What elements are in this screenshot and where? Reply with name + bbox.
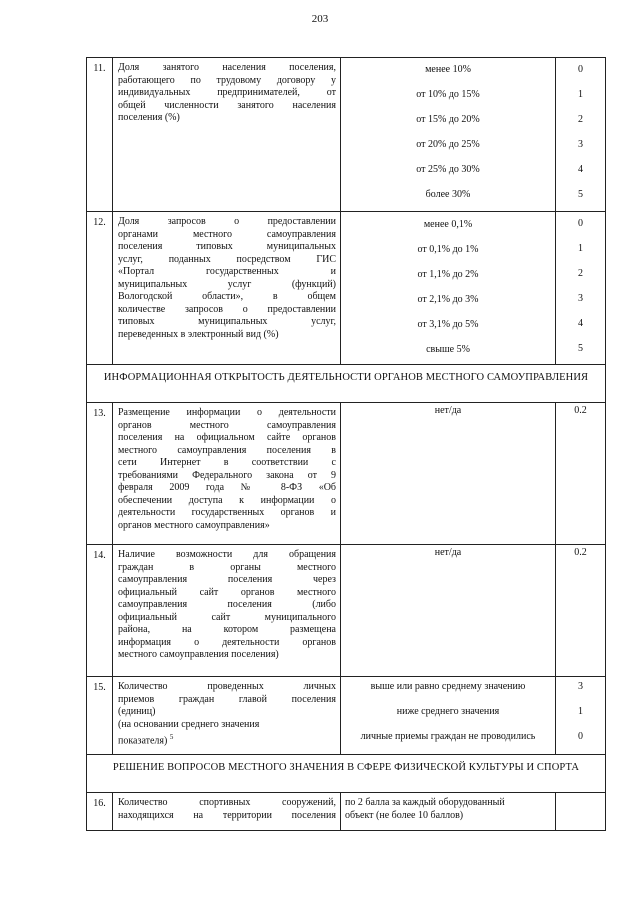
- value-option: ниже среднего значения: [396, 706, 500, 717]
- description-line: (единиц): [118, 706, 156, 717]
- criteria-table: [86, 57, 606, 831]
- value-options: [341, 58, 556, 212]
- score-options: [556, 58, 606, 212]
- description-line: самоуправления поселения (либо: [118, 599, 336, 610]
- score-options: [556, 677, 606, 755]
- value-option: свыше 5%: [426, 344, 470, 355]
- description-line: Количество спортивных сооружений,: [118, 797, 336, 808]
- description-line: Доля запросов о предоставлении: [118, 216, 336, 227]
- description-line: количестве запросов о предоставлении: [118, 303, 336, 315]
- criterion-description: [113, 677, 341, 755]
- description-line: индивидуальных предпринимателей, от: [118, 87, 336, 98]
- description-line: поселения типовых муниципальных: [118, 241, 336, 252]
- section-header-row: [87, 755, 606, 793]
- description-line: Доля занятого населения поселения,: [118, 62, 336, 73]
- criterion-description: [113, 545, 341, 677]
- score-options: [556, 212, 606, 365]
- row-number: 16.: [87, 793, 113, 831]
- description-line: местного самоуправления поселения): [118, 649, 279, 660]
- score-value: 0: [578, 731, 583, 742]
- score-value: 2: [578, 114, 583, 125]
- table-row-13: [87, 403, 606, 545]
- description-line: органов местного самоуправления: [118, 419, 336, 431]
- description-line: (на основании среднего значения: [118, 718, 260, 730]
- description-line: самоуправления поселения через: [118, 574, 336, 585]
- value-line: объект (не более 10 баллов): [345, 809, 464, 821]
- description-line: официальный сайт муниципального: [118, 611, 336, 623]
- score-value: 5: [578, 189, 583, 200]
- value-options: [341, 677, 556, 755]
- description-line: переведенных в электронный вид (%): [118, 328, 279, 340]
- section-title: ИНФОРМАЦИОННАЯ ОТКРЫТОСТЬ ДЕЯТЕЛЬНОСТИ ОРГАНОВ МЕСТНОГО САМОУПРАВЛЕНИЯ: [87, 365, 606, 403]
- description-line: органами местного самоуправления: [118, 228, 336, 240]
- description-line: обеспечении доступа к информации о: [118, 494, 336, 506]
- row-number: 14.: [87, 545, 113, 677]
- description-line: Вологодской области», в общем: [118, 291, 336, 302]
- description-line: Размещение информации о деятельности: [118, 407, 336, 418]
- value-option: от 20% до 25%: [416, 139, 480, 150]
- criterion-description: [113, 58, 341, 212]
- value-option: от 3,1% до 5%: [417, 319, 479, 330]
- criterion-description: [113, 403, 341, 545]
- description-text: показателя): [118, 735, 168, 747]
- description-line: информация о деятельности органов: [118, 636, 336, 648]
- section-header-row: [87, 365, 606, 403]
- value-option: от 2,1% до 3%: [417, 294, 479, 305]
- footnote-marker: 5: [169, 733, 174, 741]
- table-row-16: [87, 793, 606, 831]
- score-value: 2: [578, 268, 583, 279]
- value-option: выше или равно среднему значению: [370, 681, 526, 692]
- description-line: требованиями Федерального закона от 9: [118, 469, 336, 481]
- score-value: 1: [578, 243, 583, 254]
- description-line: района, на котором размещена: [118, 624, 336, 635]
- value-line: по 2 балла за каждый оборудованный: [345, 797, 505, 808]
- row-number: 12.: [87, 212, 113, 365]
- value-option: от 1,1% до 2%: [417, 269, 479, 280]
- description-line: сети Интернет в соответствии с: [118, 457, 336, 468]
- description-line: поселения на официальном сайте органов: [118, 432, 336, 443]
- table-row-15: [87, 677, 606, 755]
- score-value: 3: [578, 139, 583, 150]
- table-row-14: [87, 545, 606, 677]
- description-line: услуг, поданных посредством ГИС: [118, 253, 336, 265]
- table-row-12: [87, 212, 606, 365]
- description-line: деятельности государственных органов и: [118, 507, 336, 518]
- score-value: 4: [578, 318, 583, 329]
- description-line: находящихся на территории поселения: [118, 809, 336, 821]
- description-line: работающего по трудовому договору у: [118, 74, 336, 86]
- description-line: муниципальных услуг (функций): [118, 278, 336, 290]
- score-value: 0: [578, 64, 583, 75]
- score-value: 1: [578, 706, 583, 717]
- score-value: 3: [578, 681, 583, 692]
- description-line: органов местного самоуправления»: [118, 519, 270, 531]
- score-value: 4: [578, 164, 583, 175]
- value-options: [341, 212, 556, 365]
- value-option: от 0,1% до 1%: [417, 244, 479, 255]
- description-line: местного самоуправления поселения в: [118, 444, 336, 456]
- value-option: более 30%: [425, 189, 471, 200]
- section-title: РЕШЕНИЕ ВОПРОСОВ МЕСТНОГО ЗНАЧЕНИЯ В СФЕРЕ ФИЗИЧЕСКОЙ КУЛЬТУРЫ И СПОРТА: [87, 755, 606, 793]
- description-line: приемов граждан главой поселения: [118, 693, 336, 705]
- row-number: 11.: [87, 58, 113, 212]
- criterion-value: [341, 793, 556, 831]
- description-line: Количество проведенных личных: [118, 681, 336, 692]
- row-number: 13.: [87, 403, 113, 545]
- description-line: февраля 2009 года № 8-ФЗ «Об: [118, 482, 336, 493]
- value-option: менее 10%: [425, 64, 471, 75]
- description-line: Наличие возможности для обращения: [118, 549, 336, 560]
- description-line: общей численности занятого населения: [118, 99, 336, 111]
- criterion-description: [113, 793, 341, 831]
- score-value: 0: [578, 218, 583, 229]
- description-line: [118, 731, 336, 748]
- row-number: 15.: [87, 677, 113, 755]
- value-option: от 10% до 15%: [416, 89, 480, 100]
- score-value: 5: [578, 343, 583, 354]
- table-row-11: [87, 58, 606, 212]
- criterion-value: нет/да: [341, 403, 556, 545]
- description-line: граждан в органы местного: [118, 561, 336, 573]
- description-line: типовых муниципальных услуг,: [118, 316, 336, 327]
- criterion-score: [556, 793, 606, 831]
- description-line: поселения (%): [118, 112, 180, 123]
- value-option: от 15% до 20%: [416, 114, 480, 125]
- description-line: «Портал государственных и: [118, 266, 336, 277]
- description-line: официальный сайт органов местного: [118, 586, 336, 598]
- score-value: 1: [578, 89, 583, 100]
- value-option: от 25% до 30%: [416, 164, 480, 175]
- score-value: 3: [578, 293, 583, 304]
- criterion-description: [113, 212, 341, 365]
- criterion-value: нет/да: [341, 545, 556, 677]
- criterion-score: 0.2: [556, 545, 606, 677]
- page-number: 203: [311, 13, 329, 25]
- value-option: личные приемы граждан не проводились: [360, 731, 536, 742]
- criterion-score: 0.2: [556, 403, 606, 545]
- value-option: менее 0,1%: [423, 219, 473, 230]
